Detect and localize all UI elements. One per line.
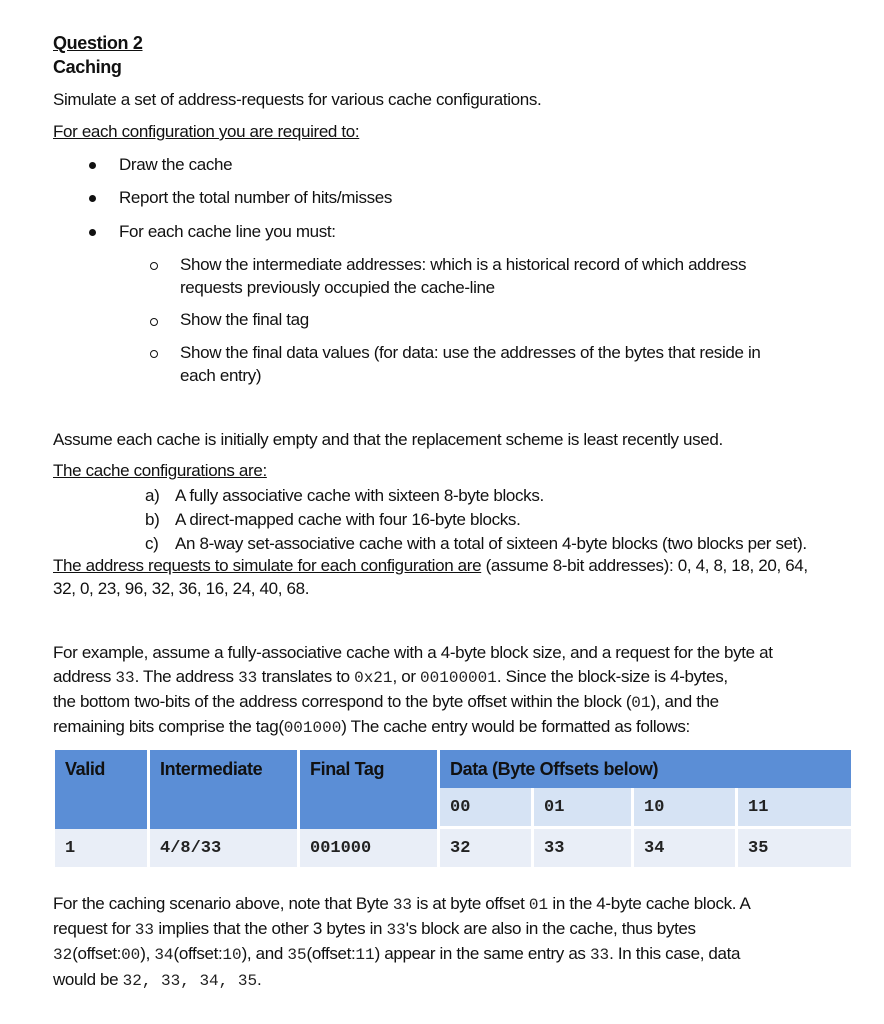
code-span: 0x21 [354, 669, 393, 687]
offset-cell: 10 [631, 788, 735, 829]
text-span: ), [140, 944, 155, 963]
text-span: is at byte offset [412, 894, 529, 913]
requirement-item: Report the total number of hits/misses [119, 188, 392, 207]
cell-intermediate: 4/8/33 [147, 829, 297, 867]
table-header-row [55, 750, 851, 788]
config-marker: a) [145, 486, 160, 505]
text-span: ), and [241, 944, 288, 963]
text-span: For the caching scenario above, note that Byte [53, 894, 393, 913]
requirement-item: Draw the cache [119, 155, 233, 174]
text-span: the bottom two-bits of the address correspond to the byte offset within the block ( [53, 692, 632, 711]
circle-bullet-icon [150, 350, 158, 358]
header-final-tag: Final Tag [297, 750, 437, 829]
code-span: 11 [355, 946, 375, 964]
text-span: (offset: [72, 944, 122, 963]
circle-bullet-icon [150, 262, 158, 270]
header-data: Data (Byte Offsets below) [437, 750, 851, 788]
offset-cell: 01 [531, 788, 631, 829]
note-text [53, 919, 696, 939]
bullet-icon [89, 229, 96, 236]
example-text [53, 717, 690, 737]
sub-item-line: Show the final data values (for data: use the addresses of the bytes that reside in [180, 343, 761, 362]
code-span: 34 [154, 946, 174, 964]
text-span: , or [392, 667, 421, 686]
code-span: 32 [53, 946, 73, 964]
text-span: request for [53, 919, 135, 938]
text-span: 's block are also in the cache, thus bytes [405, 919, 696, 938]
code-span: 00 [121, 946, 141, 964]
code-span: 33 [392, 896, 413, 914]
cell-final-tag: 001000 [297, 829, 437, 867]
config-item: A direct-mapped cache with four 16-byte blocks. [175, 510, 521, 529]
code-span: 33 [589, 946, 610, 964]
code-span: 00100001 [420, 669, 497, 687]
offset-cell: 00 [437, 788, 531, 829]
code-span: 01 [631, 694, 651, 712]
header-intermediate: Intermediate [147, 750, 297, 829]
cell-data-byte: 33 [531, 829, 631, 867]
code-span: 35 [287, 946, 307, 964]
intro-text: Simulate a set of address-requests for various cache configurations. [53, 90, 542, 109]
text-span: . In this case, data [609, 944, 741, 963]
code-span: 33 [134, 921, 154, 939]
cell-data-byte: 32 [437, 829, 531, 867]
cache-entry-table [55, 750, 851, 867]
address-requests-list-cont: 32, 0, 23, 96, 32, 36, 16, 24, 40, 68. [53, 579, 310, 598]
code-span: 33 [238, 669, 258, 687]
sub-item-line: requests previously occupied the cache-line [180, 278, 495, 297]
cell-valid: 1 [55, 829, 147, 867]
text-span: ) The cache entry would be formatted as follows: [341, 717, 690, 736]
offset-cell: 11 [735, 788, 851, 829]
text-span: translates to [257, 667, 355, 686]
code-span: 33 [115, 669, 135, 687]
example-text: For example, assume a fully-associative cache with a 4-byte block size, and a request for the byte at [53, 643, 773, 662]
address-requests-heading: The address requests to simulate for each configuration are [53, 556, 482, 575]
config-item: An 8-way set-associative cache with a total of sixteen 4-byte blocks (two blocks per set). [175, 534, 807, 553]
config-item: A fully associative cache with sixteen 8-byte blocks. [175, 486, 544, 505]
code-span: 33 [386, 921, 406, 939]
text-span: . [257, 970, 262, 989]
cell-data-byte: 35 [735, 829, 851, 867]
text-span: would be [53, 970, 123, 989]
note-text [53, 894, 751, 914]
cell-data-byte: 34 [631, 829, 735, 867]
text-span: remaining bits comprise the tag( [53, 717, 284, 736]
address-requests-line [53, 556, 808, 576]
text-span: ), and the [650, 692, 719, 711]
config-marker: c) [145, 534, 159, 553]
text-span: address [53, 667, 116, 686]
bullet-icon [89, 162, 96, 169]
code-span: 001000 [283, 719, 342, 737]
sub-item-line: Show the intermediate addresses: which is a historical record of which address [180, 255, 747, 274]
requirement-item: For each cache line you must: [119, 222, 336, 241]
text-span: (offset: [173, 944, 223, 963]
text-span: . The address [134, 667, 239, 686]
text-span: ) appear in the same entry as [374, 944, 590, 963]
note-text [53, 944, 740, 964]
sub-item-line: Show the final tag [180, 310, 309, 329]
text-span: . Since the block-size is 4-bytes, [496, 667, 728, 686]
assumption-text: Assume each cache is initially empty and that the replacement scheme is least recently used. [53, 430, 723, 449]
question-number: Question 2 [53, 33, 143, 53]
requirements-heading: For each configuration you are required to: [53, 122, 360, 141]
address-requests-list: (assume 8-bit addresses): 0, 4, 8, 18, 20, 64, [481, 556, 808, 575]
code-span: 32, 33, 34, 35 [122, 972, 258, 990]
configurations-heading: The cache configurations are: [53, 461, 267, 480]
question-topic: Caching [53, 57, 122, 77]
sub-item-line: each entry) [180, 366, 262, 385]
text-span: (offset: [306, 944, 356, 963]
code-span: 10 [222, 946, 242, 964]
example-text [53, 667, 728, 687]
header-valid: Valid [55, 750, 147, 829]
code-span: 01 [528, 896, 549, 914]
example-text [53, 692, 719, 712]
note-text [53, 970, 261, 990]
bullet-icon [89, 195, 96, 202]
text-span: implies that the other 3 bytes in [154, 919, 387, 938]
table-row [55, 829, 851, 867]
text-span: in the 4-byte cache block. A [548, 894, 751, 913]
circle-bullet-icon [150, 318, 158, 326]
config-marker: b) [145, 510, 160, 529]
